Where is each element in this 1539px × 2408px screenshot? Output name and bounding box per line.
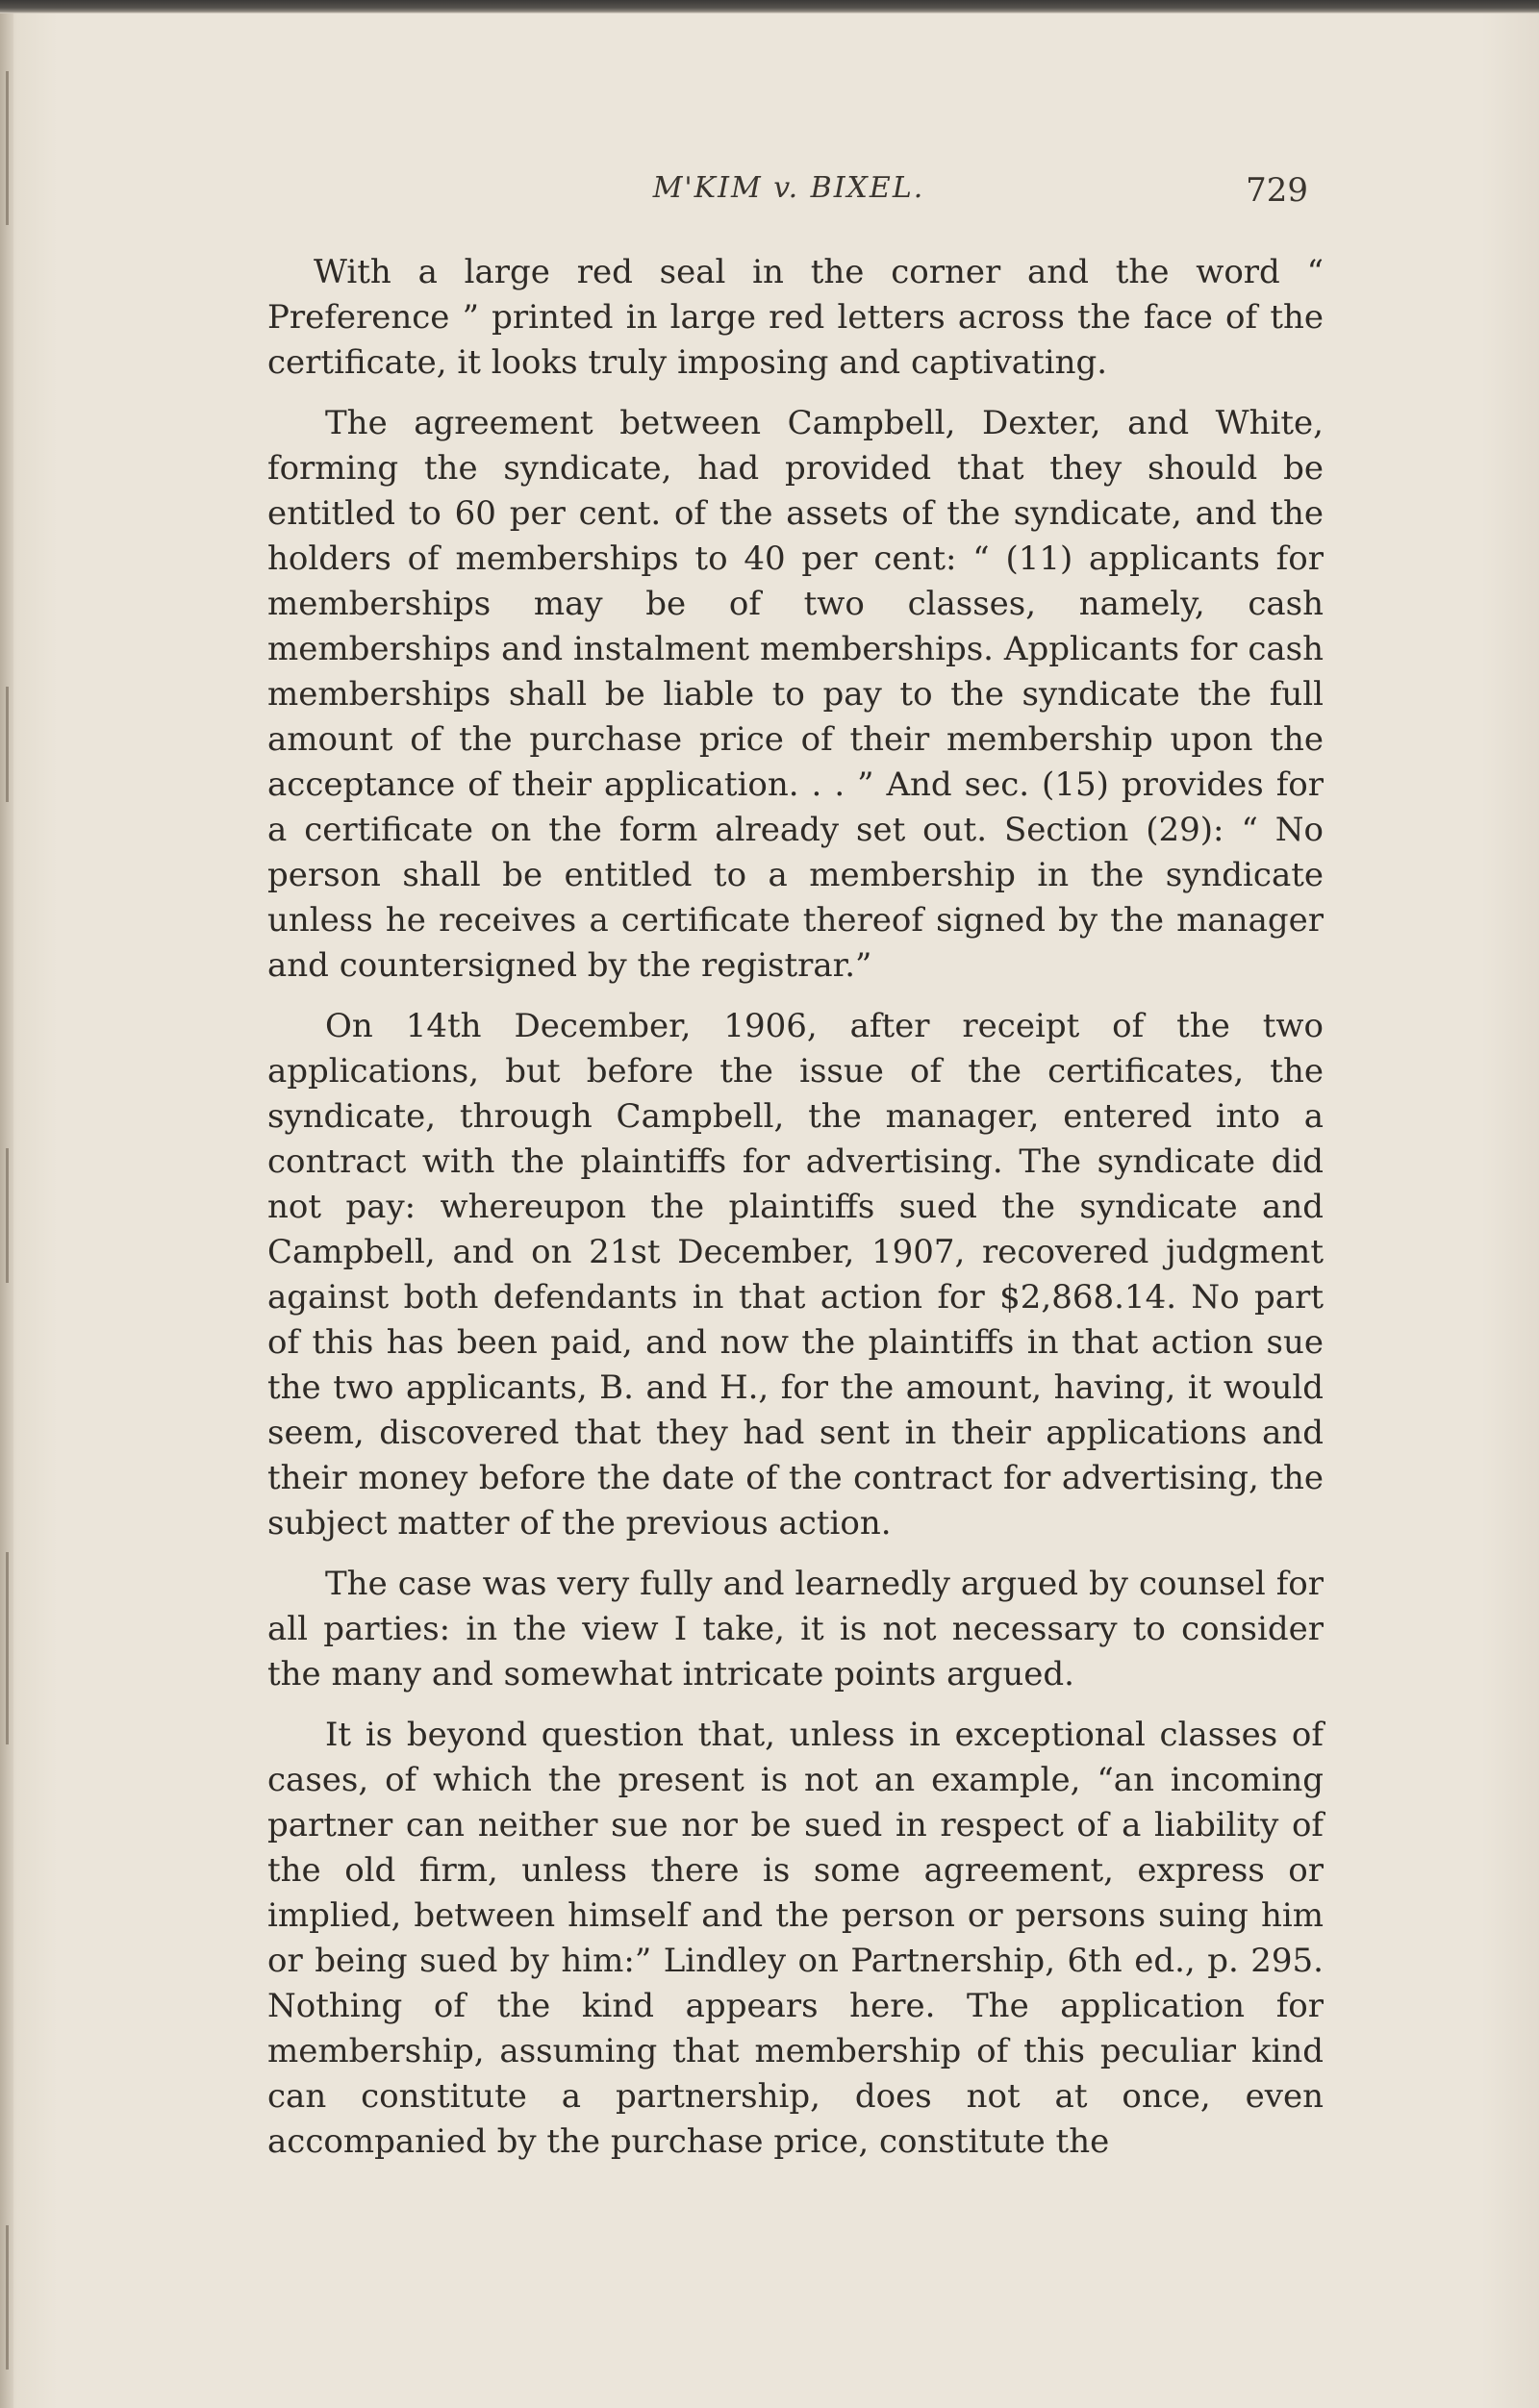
paragraph: The case was very fully and learnedly argued by counsel for all parties: in the view I take, it is not necessary to consider the many and somewhat intricate points argued. bbox=[267, 1565, 1324, 1693]
running-title: M'KIM v. BIXEL. bbox=[652, 171, 925, 205]
page-header bbox=[260, 171, 1318, 219]
page-number: 729 bbox=[1246, 171, 1308, 210]
gutter-mark bbox=[6, 71, 9, 225]
gutter-mark bbox=[6, 2225, 9, 2370]
gutter-mark bbox=[6, 1552, 9, 1744]
paragraph: The agreement between Campbell, Dexter, and White, forming the syndicate, had provided that they should be entitled to 60 per cent. of the assets of the syndicate, and the holders of memberships to 40 per cent: “ (11) applicants for memberships may be of two classes, namely, cash memberships and instalment memberships. Applicants for cash memberships shall be liable to pay to the syndicate the full amount of the purchase price of their membership upon the acceptance of their application. . . ” And sec. (15) provides for a certificate on the form already set out. Section (29): “ No person shall be entitled to a membership in the syndicate unless he receives a certificate thereof signed by the manager and countersigned by the registrar.” bbox=[267, 404, 1324, 985]
page-top-edge bbox=[0, 0, 1539, 13]
body-text bbox=[267, 250, 1324, 2180]
gutter-mark bbox=[6, 687, 9, 802]
paragraph: It is beyond question that, unless in exceptional classes of cases, of which the present is not an example, “an incoming partner can neither sue nor be sued in respect of a liability of the old firm, unless there is some agreement, express or implied, between himself and the person or persons suing him or being sued by him:” Lindley on Partnership, 6th ed., p. 295. Nothing of the kind appears here. The application for membership, assuming that membership of this peculiar kind can constitute a partnership, does not at once, even accompanied by the purchase price, constitute the bbox=[267, 1716, 1324, 2161]
paragraph: With a large red seal in the corner and the word “ Preference ” printed in large red letters across the face of the certificate, it looks truly imposing and captivating. bbox=[267, 253, 1324, 382]
binding-gutter bbox=[0, 13, 13, 2408]
paragraph: On 14th December, 1906, after receipt of the two applications, but before the issue of the certificates, the syndicate, through Campbell, the manager, entered into a contract with the plaintiffs for advertising. The syndicate did not pay: whereupon the plaintiffs sued the syndicate and Campbell, and on 21st December, 1907, recovered judgment against both defendants in that action for $2,868.14. No part of this has been paid, and now the plaintiffs in that action sue the two applicants, B. and H., for the amount, having, it would seem, discovered that they had sent in their applications and their money before the date of the contract for advertising, the subject matter of the previous action. bbox=[267, 1007, 1324, 1543]
gutter-mark bbox=[6, 1148, 9, 1283]
